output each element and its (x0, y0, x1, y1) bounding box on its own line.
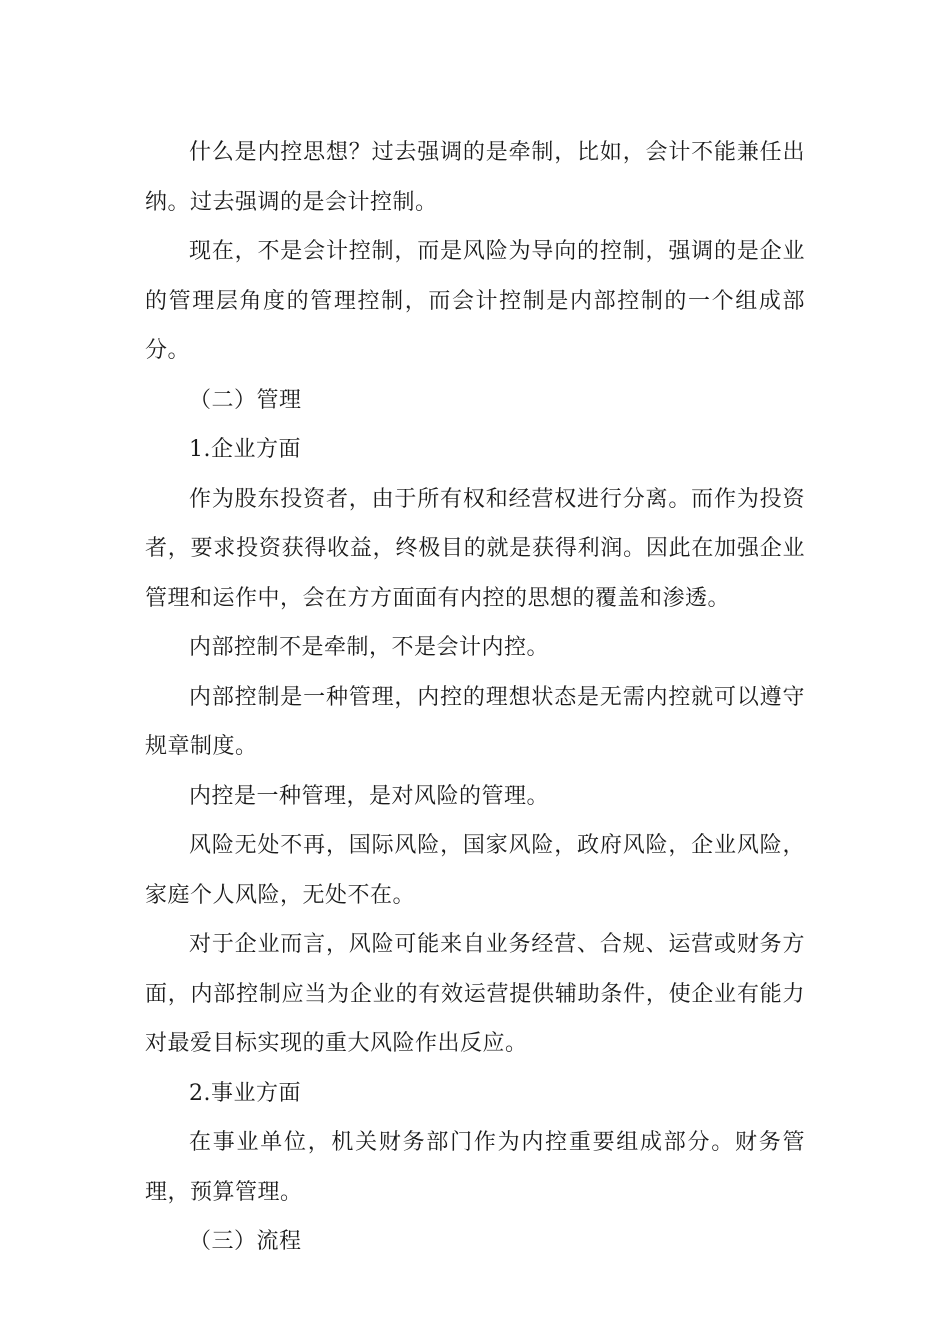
paragraph-shareholder-investor: 作为股东投资者，由于所有权和经营权进行分离。而作为投资者，要求投资获得收益，终极目的就是获得利润。因此在加强企业管理和运作中，会在方方面面有内控的思想的覆盖和渗透。 (145, 486, 805, 611)
paragraph-risk-management: 内控是一种管理，是对风险的管理。 (189, 783, 550, 809)
paragraph-not-restraint: 内部控制不是牵制，不是会计内控。 (189, 635, 550, 660)
paragraph-risk-oriented-control: 现在，不是会计控制，而是风险为导向的控制，强调的是企业的管理层角度的管理控制，而会计控制是内部控制的一个组成部分。 (145, 239, 805, 363)
section-heading-process: （三）流程 (189, 1229, 302, 1254)
paragraph-institution-finance: 在事业单位，机关财务部门作为内控重要组成部分。财务管理，预算管理。 (145, 1130, 805, 1205)
document-body (145, 128, 805, 1267)
paragraph-risk-everywhere: 风险无处不再，国际风险，国家风险，政府风险，企业风险，家庭个人风险，无处不在。 (145, 833, 805, 908)
paragraph-internal-control-idea: 什么是内控思想？过去强调的是牵制，比如，会计不能兼任出纳。过去强调的是会计控制。 (145, 140, 805, 215)
subheading-enterprise: 1.企业方面 (189, 437, 301, 462)
paragraph-enterprise-risk: 对于企业而言，风险可能来自业务经营、合规、运营或财务方面，内部控制应当为企业的有效运营提供辅助条件，使企业有能力对最爱目标实现的重大风险作出反应。 (145, 932, 805, 1056)
section-heading-management: （二）管理 (189, 387, 302, 413)
subheading-public-institution: 2.事业方面 (189, 1080, 301, 1106)
paragraph-control-is-management: 内部控制是一种管理，内控的理想状态是无需内控就可以遵守规章制度。 (145, 684, 805, 759)
